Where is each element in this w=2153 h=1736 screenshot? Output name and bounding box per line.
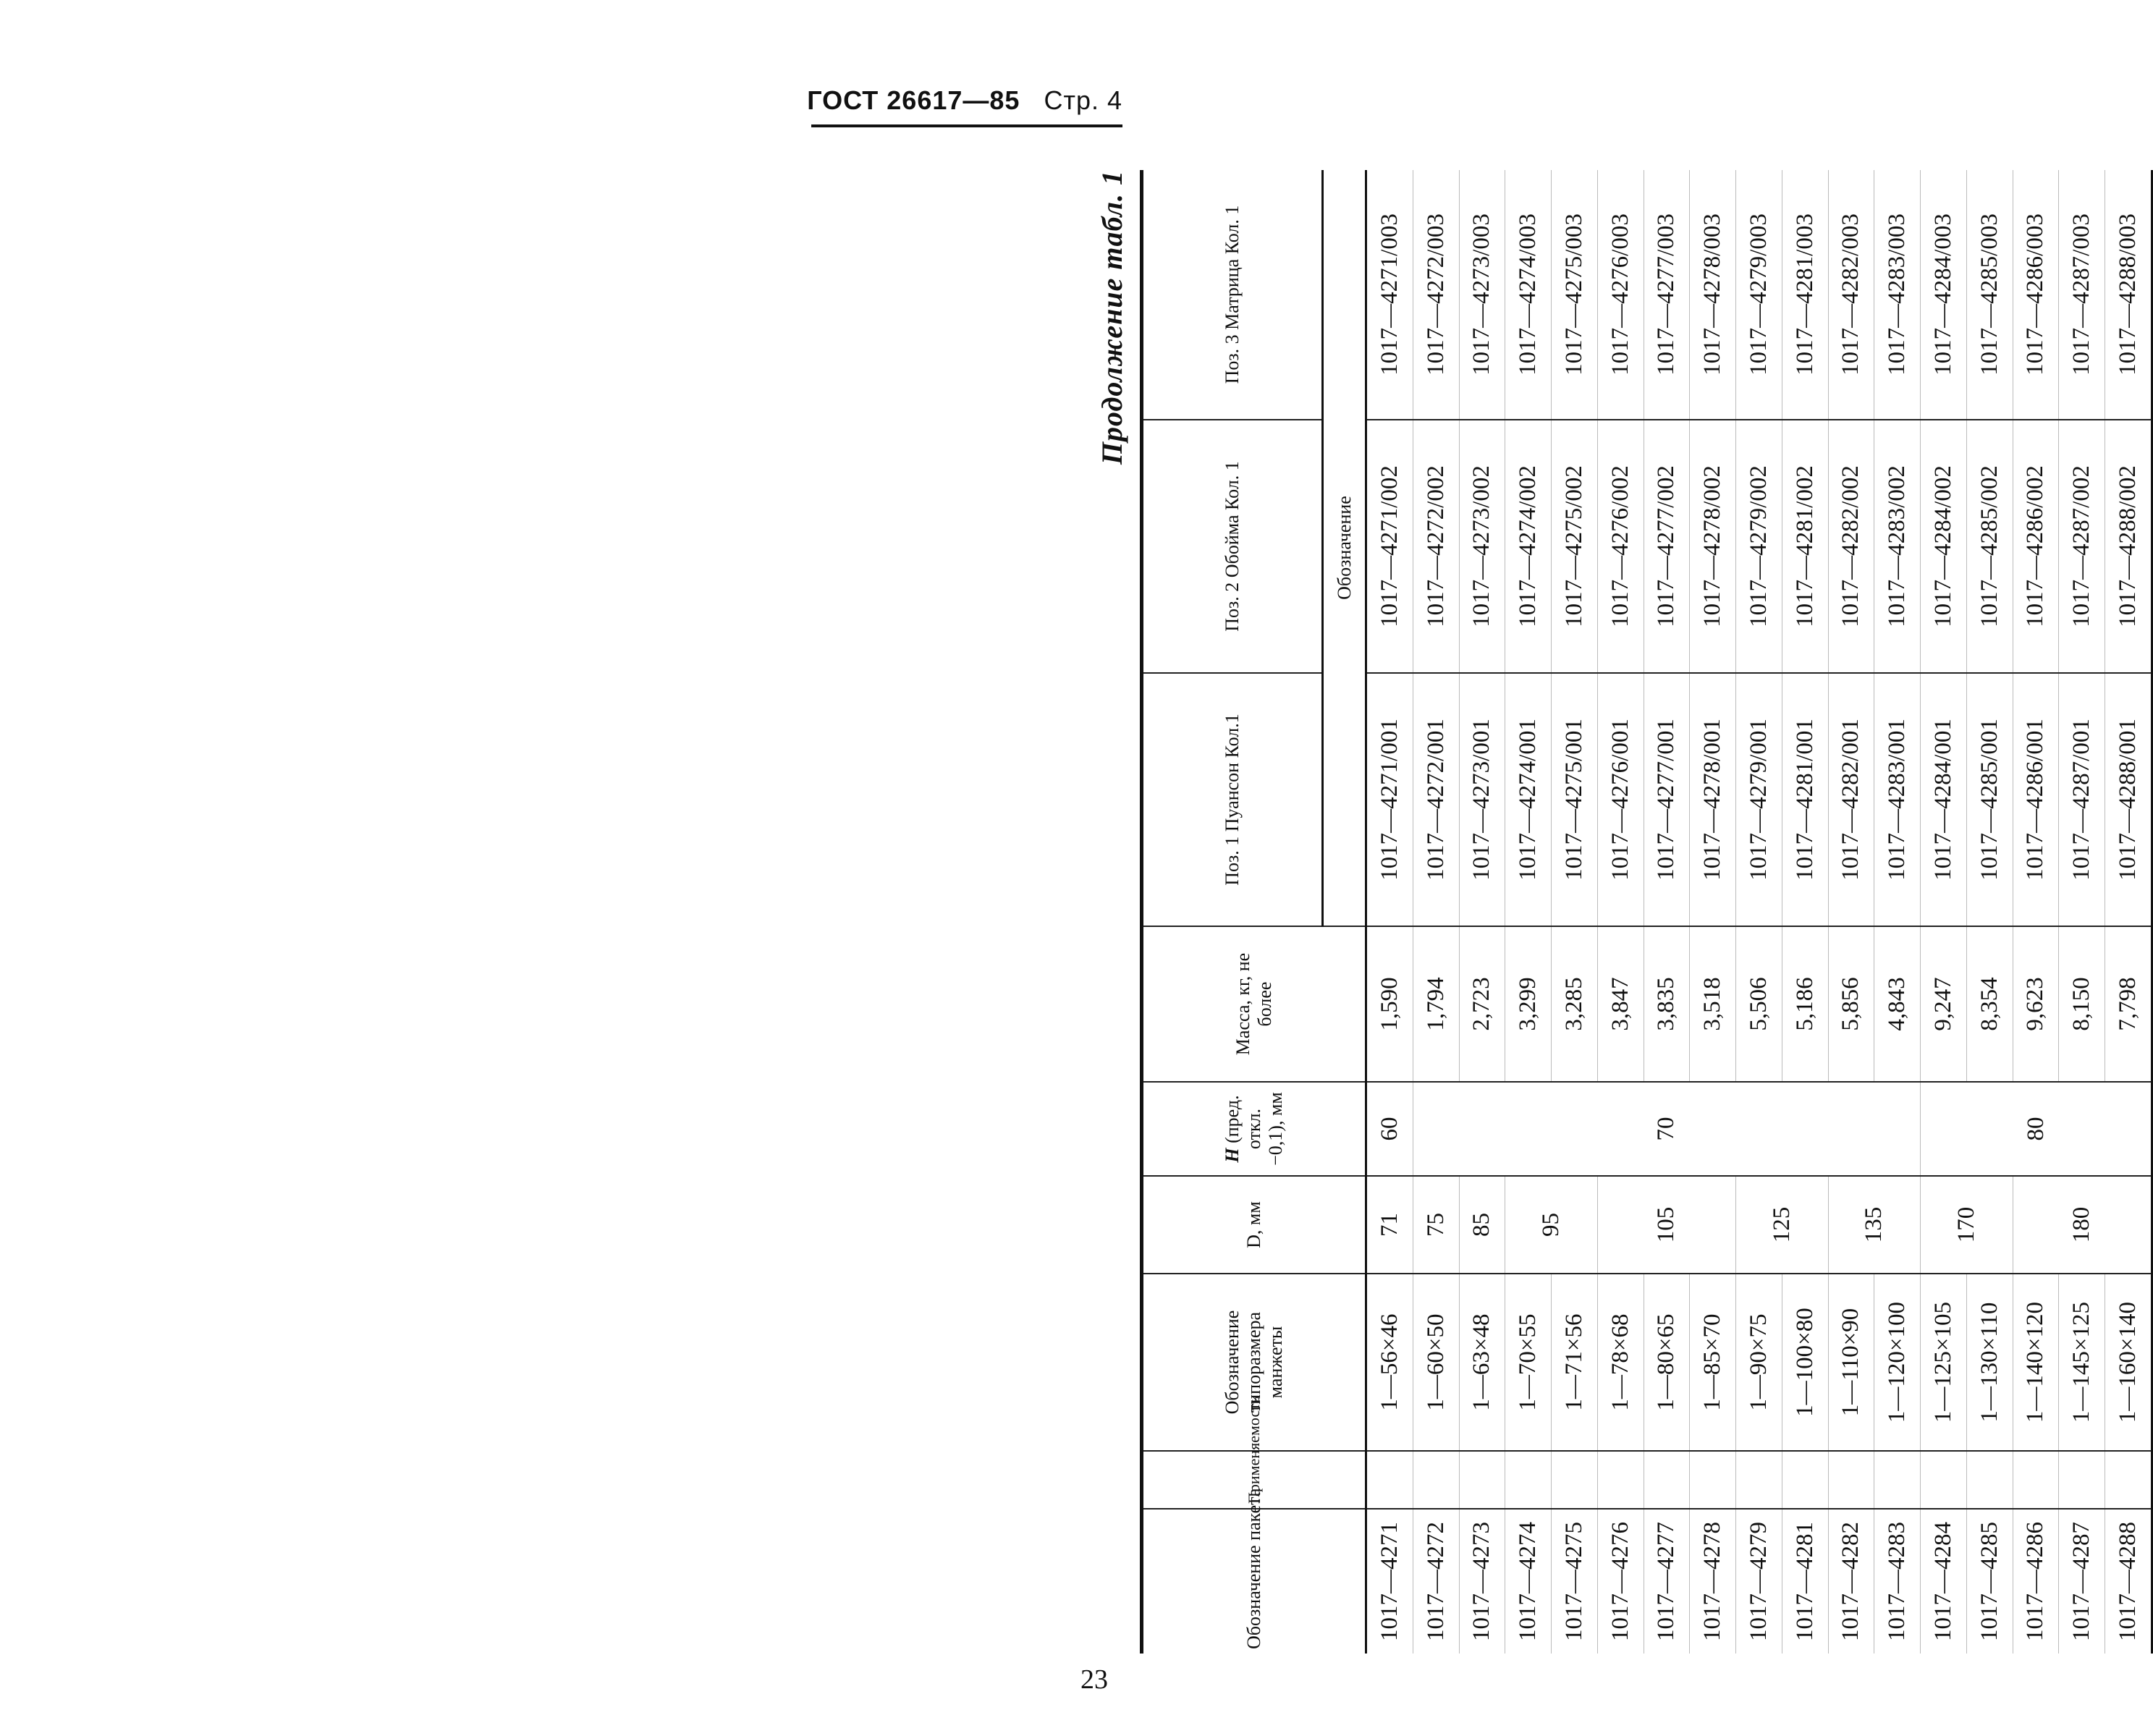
table-row [1736,170,1782,1654]
cell-package: 1017—4274 [1505,1509,1552,1654]
cell-pos1: 1017—4276/001 [1597,673,1644,926]
cell-package: 1017—4287 [2059,1509,2105,1654]
rotated-table-frame [1096,170,2153,1654]
cell-package: 1017—4286 [2013,1509,2059,1654]
cell-cuff: 1—78×68 [1597,1274,1644,1451]
cell-pos1: 1017—4281/001 [1782,673,1828,926]
cell-d: 125 [1736,1176,1829,1274]
table-row [1828,170,1874,1654]
cell-mass: 5,856 [1828,926,1874,1082]
cell-d: 180 [2013,1176,2152,1274]
col-header-mass: Масса, кг, не более [1142,926,1366,1082]
cell-pos2: 1017—4287/002 [2059,420,2105,673]
cell-d: 105 [1597,1176,1735,1274]
cell-applicability [1921,1451,1967,1509]
cell-pos3: 1017—4277/003 [1644,170,1690,420]
cell-pos3: 1017—4274/003 [1505,170,1552,420]
cell-d: 170 [1921,1176,2013,1274]
cell-pos3: 1017—4288/003 [2105,170,2152,420]
page-header [807,85,1122,116]
col-header-applicability: Применяемость [1142,1451,1366,1509]
table-row [1459,170,1505,1654]
cell-mass: 1,590 [1366,926,1413,1082]
cell-pos1: 1017—4284/001 [1921,673,1967,926]
cell-cuff: 1—85×70 [1690,1274,1736,1451]
col-header-cuff: Обозначение типоразмера манжеты [1142,1274,1366,1451]
cell-pos2: 1017—4281/002 [1782,420,1828,673]
cell-pos3: 1017—4278/003 [1690,170,1736,420]
table-row [1505,170,1552,1654]
cell-mass: 3,518 [1690,926,1736,1082]
cell-mass: 5,186 [1782,926,1828,1082]
data-table [1140,170,2153,1654]
cell-cuff: 1—120×100 [1874,1274,1921,1451]
cell-cuff: 1—145×125 [2059,1274,2105,1451]
cell-pos2: 1017—4277/002 [1644,420,1690,673]
cell-cuff: 1—71×56 [1552,1274,1598,1451]
cell-mass: 5,506 [1736,926,1782,1082]
cell-d: 135 [1828,1176,1921,1274]
cell-pos2: 1017—4279/002 [1736,420,1782,673]
col-header-h [1142,1082,1366,1176]
table-row [2059,170,2105,1654]
col-header-designation: Обозначение [1323,170,1366,926]
table-body [1366,170,2152,1654]
table-row [1597,170,1644,1654]
cell-cuff: 1—125×105 [1921,1274,1967,1451]
header-rule [811,124,1122,127]
cell-mass: 2,723 [1459,926,1505,1082]
cell-pos1: 1017—4279/001 [1736,673,1782,926]
table-row [1874,170,1921,1654]
cell-pos3: 1017—4283/003 [1874,170,1921,420]
cell-package: 1017—4283 [1874,1509,1921,1654]
cell-applicability [2105,1451,2152,1509]
cell-applicability [1644,1451,1690,1509]
standard-number: ГОСТ 26617—85 [807,85,1020,115]
cell-mass: 8,150 [2059,926,2105,1082]
page-label: Стр. 4 [1044,85,1122,115]
col-header-package: Обозначение пакета [1142,1509,1366,1654]
table-caption: Продолжение табл. 1 [1096,170,1128,465]
cell-package: 1017—4281 [1782,1509,1828,1654]
cell-cuff: 1—130×110 [1966,1274,2013,1451]
cell-d: 71 [1366,1176,1413,1274]
cell-cuff: 1—160×140 [2105,1274,2152,1451]
col-header-d: D, мм [1142,1176,1366,1274]
cell-pos1: 1017—4272/001 [1413,673,1459,926]
cell-pos2: 1017—4273/002 [1459,420,1505,673]
cell-pos1: 1017—4275/001 [1552,673,1598,926]
cell-pos3: 1017—4271/003 [1366,170,1413,420]
cell-pos1: 1017—4277/001 [1644,673,1690,926]
cell-cuff: 1—90×75 [1736,1274,1782,1451]
cell-d: 85 [1459,1176,1505,1274]
cell-mass: 8,354 [1966,926,2013,1082]
table-row [2013,170,2059,1654]
cell-pos2: 1017—4286/002 [2013,420,2059,673]
col-header-pos2: Поз. 2 Обойма Кол. 1 [1142,420,1323,673]
cell-applicability [1966,1451,2013,1509]
cell-pos2: 1017—4271/002 [1366,420,1413,673]
cell-pos3: 1017—4279/003 [1736,170,1782,420]
cell-applicability [1413,1451,1459,1509]
cell-pos2: 1017—4278/002 [1690,420,1736,673]
cell-pos1: 1017—4278/001 [1690,673,1736,926]
cell-pos3: 1017—4284/003 [1921,170,1967,420]
col-header-pos3: Поз. 3 Матрица Кол. 1 [1142,170,1323,420]
cell-d: 75 [1413,1176,1459,1274]
cell-mass: 4,843 [1874,926,1921,1082]
cell-package: 1017—4284 [1921,1509,1967,1654]
table-row [1413,170,1459,1654]
cell-pos3: 1017—4272/003 [1413,170,1459,420]
cell-cuff: 1—70×55 [1505,1274,1552,1451]
cell-pos1: 1017—4285/001 [1966,673,2013,926]
cell-applicability [1505,1451,1552,1509]
cell-applicability [1782,1451,1828,1509]
cell-applicability [1366,1451,1413,1509]
cell-pos2: 1017—4283/002 [1874,420,1921,673]
cell-applicability [1597,1451,1644,1509]
cell-pos1: 1017—4287/001 [2059,673,2105,926]
cell-package: 1017—4279 [1736,1509,1782,1654]
cell-mass: 9,247 [1921,926,1967,1082]
table-row [1644,170,1690,1654]
cell-cuff: 1—110×90 [1828,1274,1874,1451]
cell-package: 1017—4277 [1644,1509,1690,1654]
page-number: 23 [1080,1664,1108,1695]
cell-package: 1017—4273 [1459,1509,1505,1654]
cell-applicability [1874,1451,1921,1509]
table-row [1690,170,1736,1654]
cell-pos3: 1017—4276/003 [1597,170,1644,420]
table-row [1921,170,1967,1654]
cell-pos1: 1017—4274/001 [1505,673,1552,926]
cell-pos2: 1017—4272/002 [1413,420,1459,673]
cell-mass: 9,623 [2013,926,2059,1082]
cell-pos3: 1017—4275/003 [1552,170,1598,420]
table-row [1966,170,2013,1654]
cell-applicability [1459,1451,1505,1509]
cell-pos2: 1017—4288/002 [2105,420,2152,673]
cell-applicability [1690,1451,1736,1509]
h-tolerance: (пред. откл. −0,1), мм [1222,1092,1286,1166]
cell-cuff: 1—100×80 [1782,1274,1828,1451]
cell-mass: 3,847 [1597,926,1644,1082]
cell-pos1: 1017—4271/001 [1366,673,1413,926]
cell-pos1: 1017—4286/001 [2013,673,2059,926]
table-row [1782,170,1828,1654]
cell-pos2: 1017—4275/002 [1552,420,1598,673]
table-row [2105,170,2152,1654]
cell-pos1: 1017—4282/001 [1828,673,1874,926]
cell-h: 70 [1413,1082,1920,1176]
cell-applicability [1828,1451,1874,1509]
cell-mass: 1,794 [1413,926,1459,1082]
table-row [1366,170,1413,1654]
cell-pos2: 1017—4284/002 [1921,420,1967,673]
cell-pos2: 1017—4282/002 [1828,420,1874,673]
cell-pos2: 1017—4285/002 [1966,420,2013,673]
cell-package: 1017—4282 [1828,1509,1874,1654]
cell-pos3: 1017—4285/003 [1966,170,2013,420]
col-header-pos1: Поз. 1 Пуансон Кол.1 [1142,673,1323,926]
cell-package: 1017—4285 [1966,1509,2013,1654]
cell-applicability [2059,1451,2105,1509]
cell-mass: 3,835 [1644,926,1690,1082]
cell-pos2: 1017—4276/002 [1597,420,1644,673]
cell-package: 1017—4276 [1597,1509,1644,1654]
cell-pos2: 1017—4274/002 [1505,420,1552,673]
cell-mass: 7,798 [2105,926,2152,1082]
cell-h: 60 [1366,1082,1413,1176]
cell-pos3: 1017—4273/003 [1459,170,1505,420]
cell-cuff: 1—140×120 [2013,1274,2059,1451]
cell-pos3: 1017—4281/003 [1782,170,1828,420]
cell-mass: 3,285 [1552,926,1598,1082]
cell-applicability [1552,1451,1598,1509]
cell-pos1: 1017—4288/001 [2105,673,2152,926]
cell-package: 1017—4271 [1366,1509,1413,1654]
cell-package: 1017—4275 [1552,1509,1598,1654]
cell-applicability [1736,1451,1782,1509]
cell-applicability [2013,1451,2059,1509]
cell-d: 95 [1505,1176,1598,1274]
cell-pos3: 1017—4286/003 [2013,170,2059,420]
cell-package: 1017—4272 [1413,1509,1459,1654]
table-row [1552,170,1598,1654]
cell-cuff: 1—56×46 [1366,1274,1413,1451]
cell-pos3: 1017—4282/003 [1828,170,1874,420]
cell-pos1: 1017—4283/001 [1874,673,1921,926]
cell-cuff: 1—60×50 [1413,1274,1459,1451]
cell-pos3: 1017—4287/003 [2059,170,2105,420]
cell-package: 1017—4288 [2105,1509,2152,1654]
cell-h: 80 [1921,1082,2152,1176]
h-symbol: H [1222,1148,1243,1163]
cell-cuff: 1—80×65 [1644,1274,1690,1451]
cell-package: 1017—4278 [1690,1509,1736,1654]
cell-cuff: 1—63×48 [1459,1274,1505,1451]
cell-mass: 3,299 [1505,926,1552,1082]
cell-pos1: 1017—4273/001 [1459,673,1505,926]
